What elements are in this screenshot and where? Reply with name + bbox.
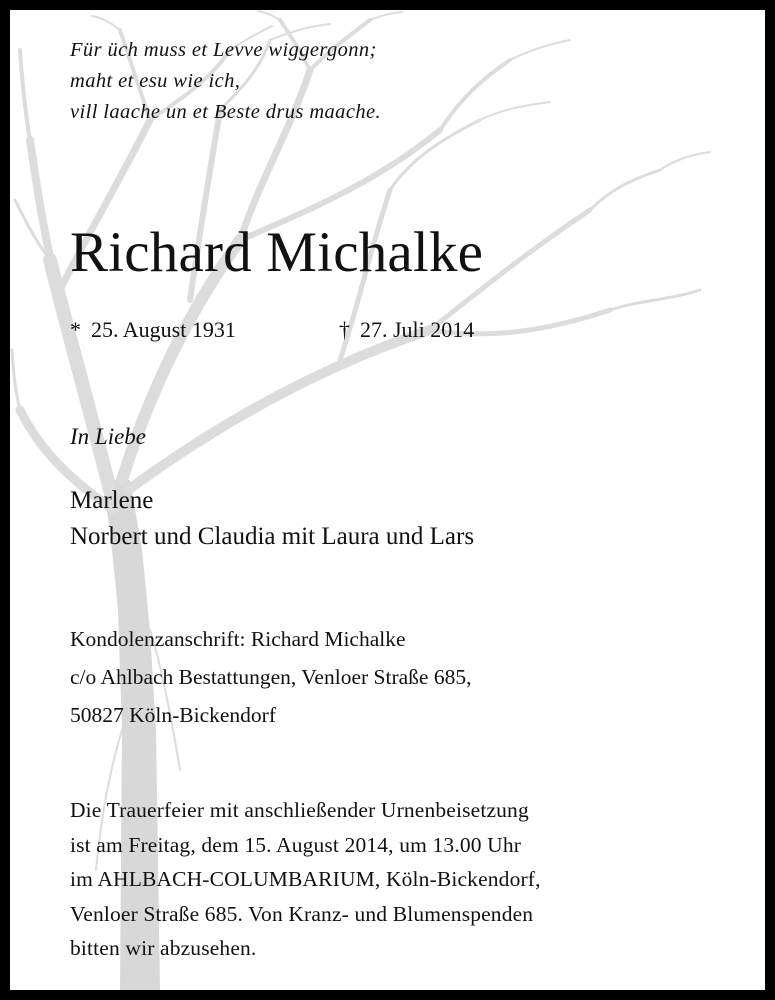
- mourners-list: [70, 483, 474, 555]
- death-date: 27. Juli 2014: [360, 317, 475, 342]
- motto-verse: [70, 35, 381, 128]
- deceased-name: Richard Michalke: [70, 221, 484, 284]
- funeral-service-notice: [70, 793, 541, 966]
- birth-star-icon: *: [70, 317, 81, 342]
- service-line: Venloer Straße 685. Von Kranz- und Blumenspenden: [70, 901, 534, 926]
- service-line: bitten wir abzusehen.: [70, 936, 257, 960]
- death-cross-icon: †: [339, 317, 350, 342]
- address-line: Kondolenzanschrift: Richard Michalke: [70, 627, 406, 651]
- motto-line: Für üch muss et Levve wiggergonn;: [70, 39, 377, 61]
- mourner-line: Marlene: [70, 487, 154, 514]
- motto-line: maht et esu wie ich,: [70, 70, 241, 92]
- service-line: ist am Freitag, dem 15. August 2014, um 13.00 Uhr: [70, 832, 522, 857]
- death-date-group: [339, 314, 474, 346]
- service-line: Die Trauerfeier mit anschließender Urnenbeisetzung: [70, 798, 529, 822]
- motto-line: vill laache un et Beste drus maache.: [70, 101, 381, 123]
- service-line: im AHLBACH-COLUMBARIUM, Köln-Bickendorf,: [70, 867, 541, 891]
- birth-date-group: [70, 314, 236, 346]
- birth-date: 25. August 1931: [91, 317, 236, 342]
- condolence-address: [70, 620, 471, 734]
- address-line: 50827 Köln-Bickendorf: [70, 703, 277, 727]
- mourner-line: Norbert und Claudia mit Laura und Lars: [70, 523, 475, 550]
- in-love-heading: In Liebe: [70, 424, 147, 449]
- address-line: c/o Ahlbach Bestattungen, Venloer Straße 685,: [70, 665, 472, 689]
